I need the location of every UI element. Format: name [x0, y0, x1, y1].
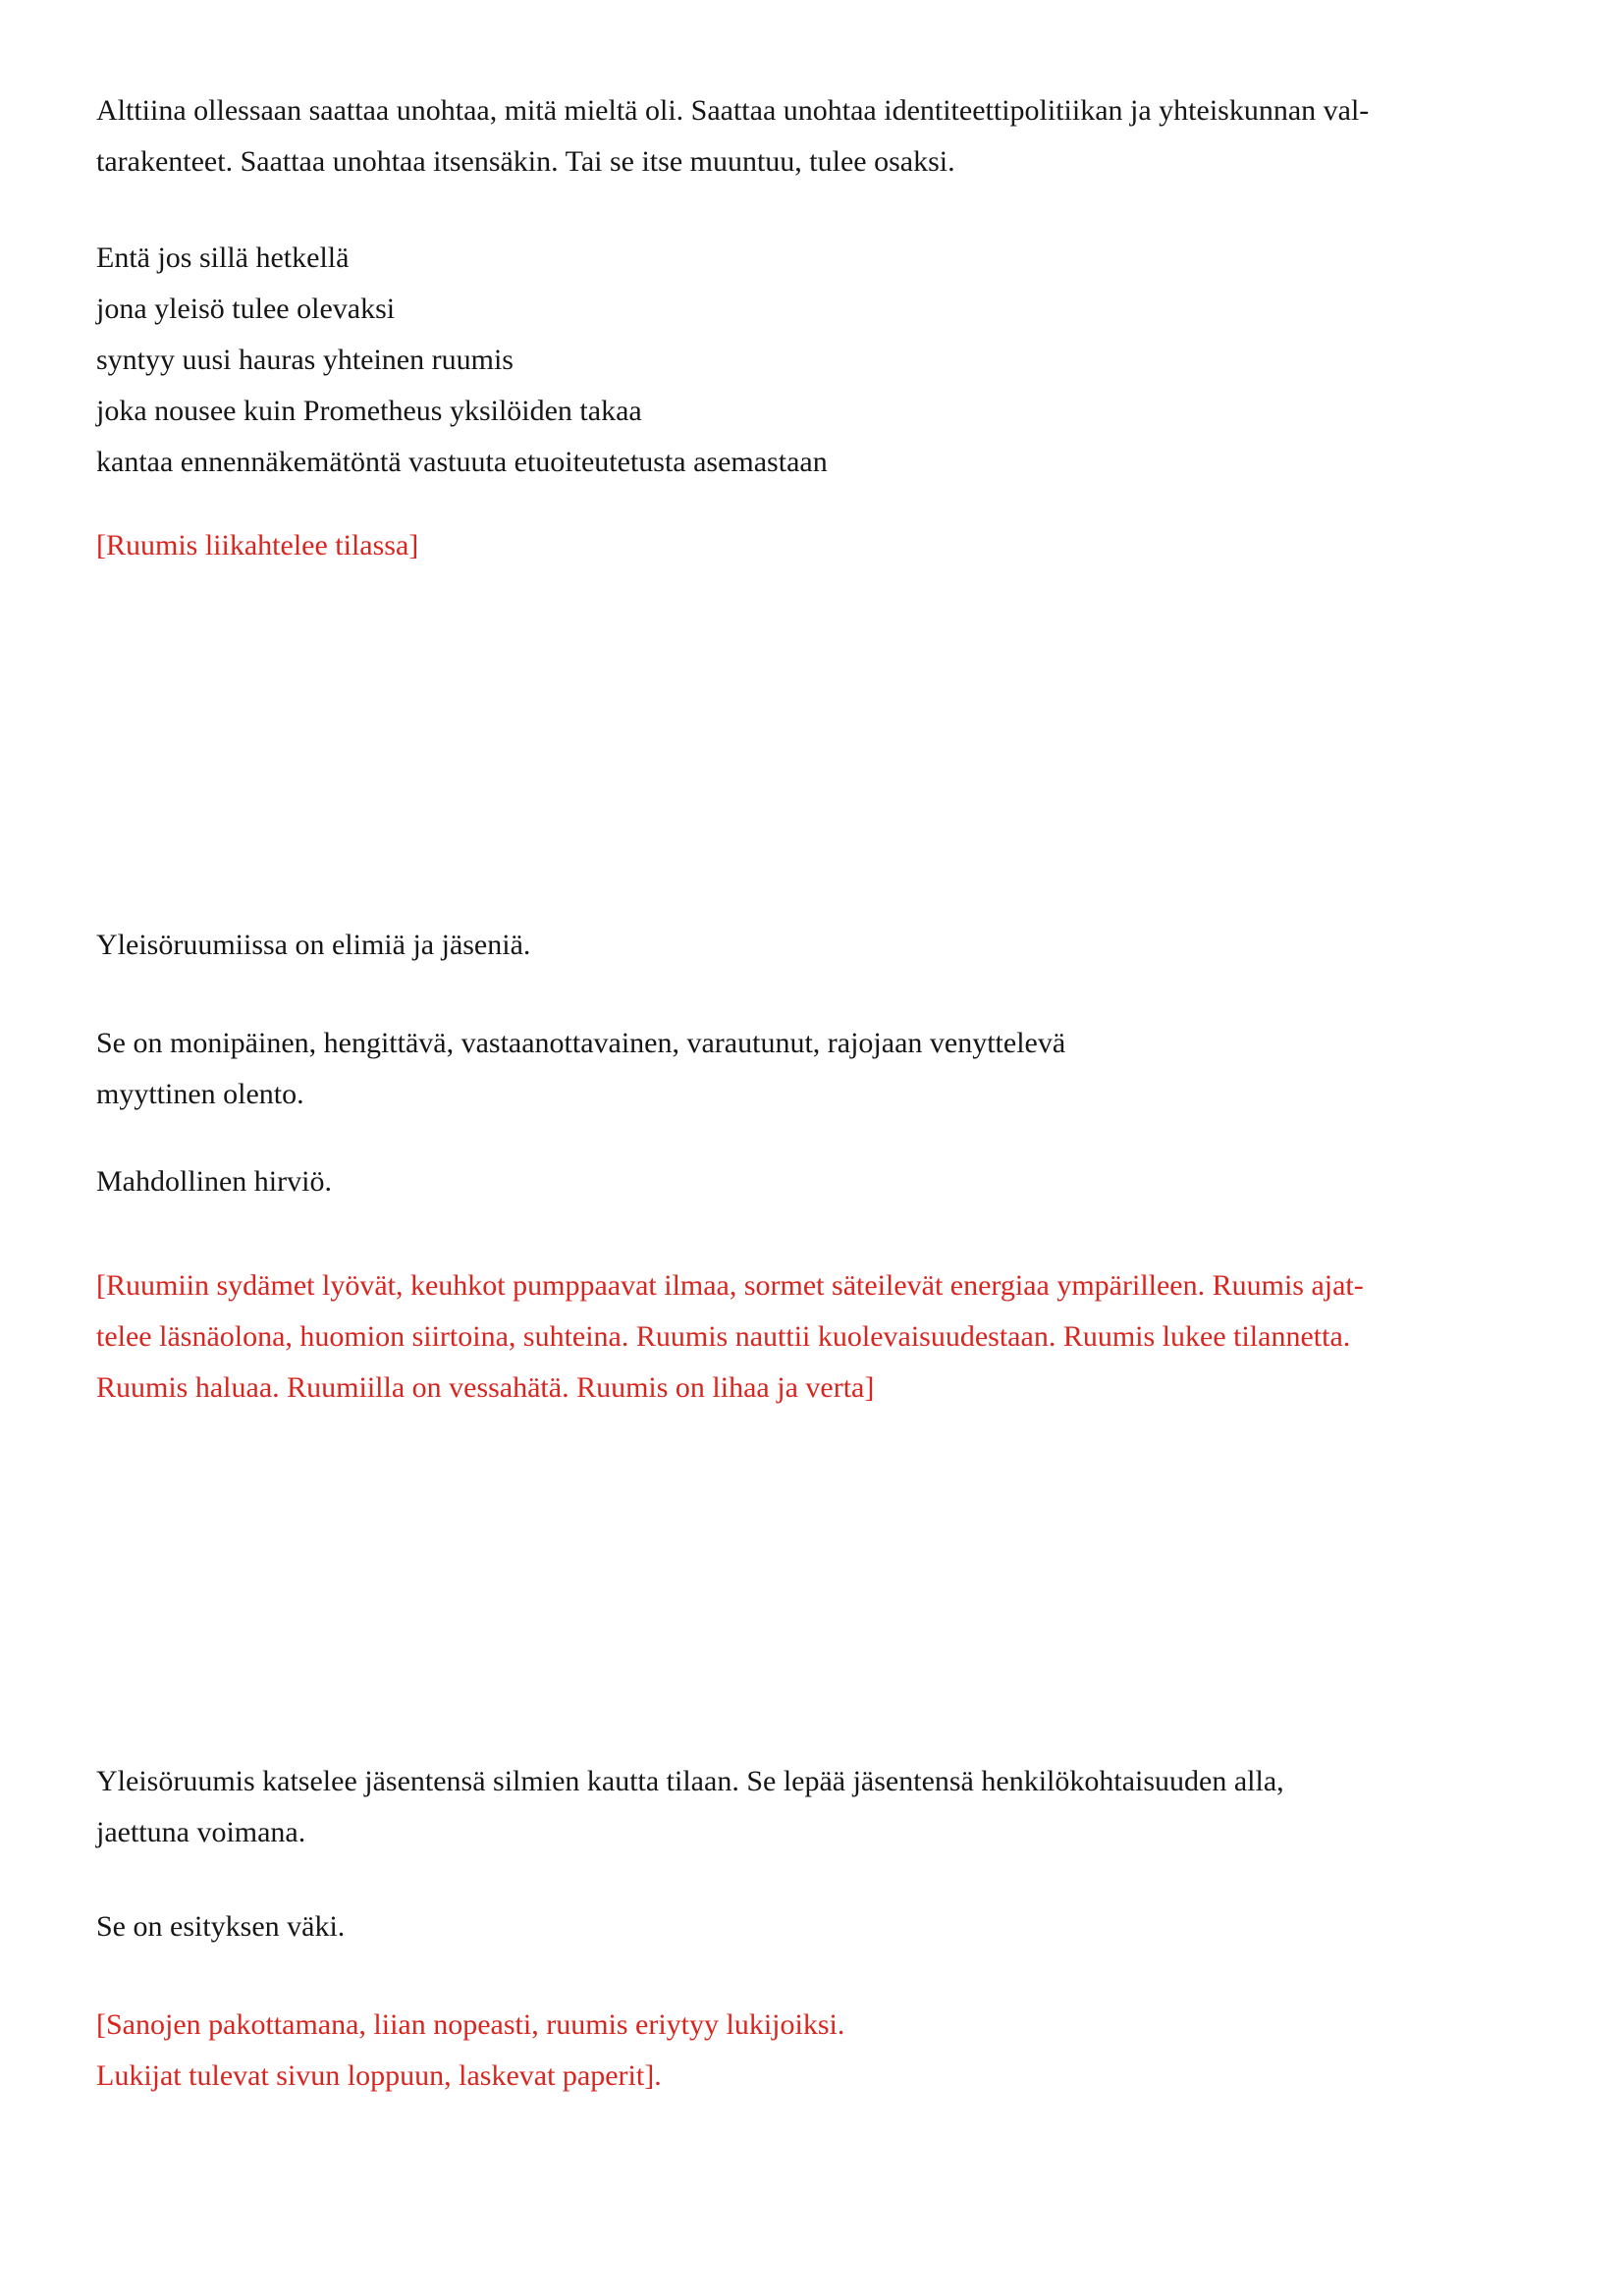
text-line: [Ruumis liikahtelee tilassa]: [96, 529, 419, 561]
intro-paragraph: [96, 85, 1369, 187]
text-line: jona yleisö tulee olevaksi: [96, 293, 396, 325]
text-line: [Sanojen pakottamana, liian nopeasti, ruumis eriytyy lukijoiksi.: [96, 2008, 845, 2041]
text-line: Ruumis haluaa. Ruumiilla on vessahätä. Ruumis on lihaa ja verta]: [96, 1371, 875, 1404]
text-line: Entä jos sillä hetkellä: [96, 241, 350, 274]
organs-sentence: [96, 920, 530, 971]
text-line: syntyy uusi hauras yhteinen ruumis: [96, 344, 514, 376]
creature-paragraph: [96, 1018, 1065, 1120]
text-line: telee läsnäolona, huomion siirtoina, suhteina. Ruumis nauttii kuolevaisuudestaan. Ruumis lukee tilannetta.: [96, 1320, 1351, 1353]
text-line: Yleisöruumiissa on elimiä ja jäseniä.: [96, 929, 531, 961]
text-line: Se on monipäinen, hengittävä, vastaanottavainen, varautunut, rajojaan venyttelevä: [96, 1027, 1066, 1059]
text-line: [Ruumiin sydämet lyövät, keuhkot pumppaavat ilmaa, sormet säteilevät energiaa ympärilleen. Ruumis ajat-: [96, 1269, 1364, 1302]
stage-direction-1: [96, 520, 418, 571]
text-line: Yleisöruumis katselee jäsentensä silmien kautta tilaan. Se lepää jäsentensä henkilökohtaisuuden alla,: [96, 1765, 1284, 1797]
text-line: myyttinen olento.: [96, 1078, 304, 1110]
text-line: Alttiina ollessaan saattaa unohtaa, mitä mieltä oli. Saattaa unohtaa identiteettipolitiikan ja yhteiskunnan val-: [96, 94, 1370, 127]
folk-sentence: [96, 1901, 345, 1952]
text-line: Se on esityksen väki.: [96, 1910, 346, 1943]
text-line: tarakenteet. Saattaa unohtaa itsensäkin. Tai se itse muuntuu, tulee osaksi.: [96, 145, 955, 178]
text-line: Lukijat tulevat sivun loppuun, laskevat paperit].: [96, 2059, 662, 2092]
text-line: jaettuna voimana.: [96, 1816, 306, 1848]
monster-sentence: [96, 1156, 332, 1207]
text-line: joka nousee kuin Prometheus yksilöiden takaa: [96, 395, 642, 427]
poem-stanza: [96, 233, 828, 488]
gaze-paragraph: [96, 1756, 1284, 1858]
text-line: kantaa ennennäkemätöntä vastuuta etuoiteutetusta asemastaan: [96, 446, 828, 478]
stage-direction-3: [96, 2000, 844, 2102]
stage-direction-2: [96, 1260, 1364, 1414]
text-line: Mahdollinen hirviö.: [96, 1165, 332, 1198]
